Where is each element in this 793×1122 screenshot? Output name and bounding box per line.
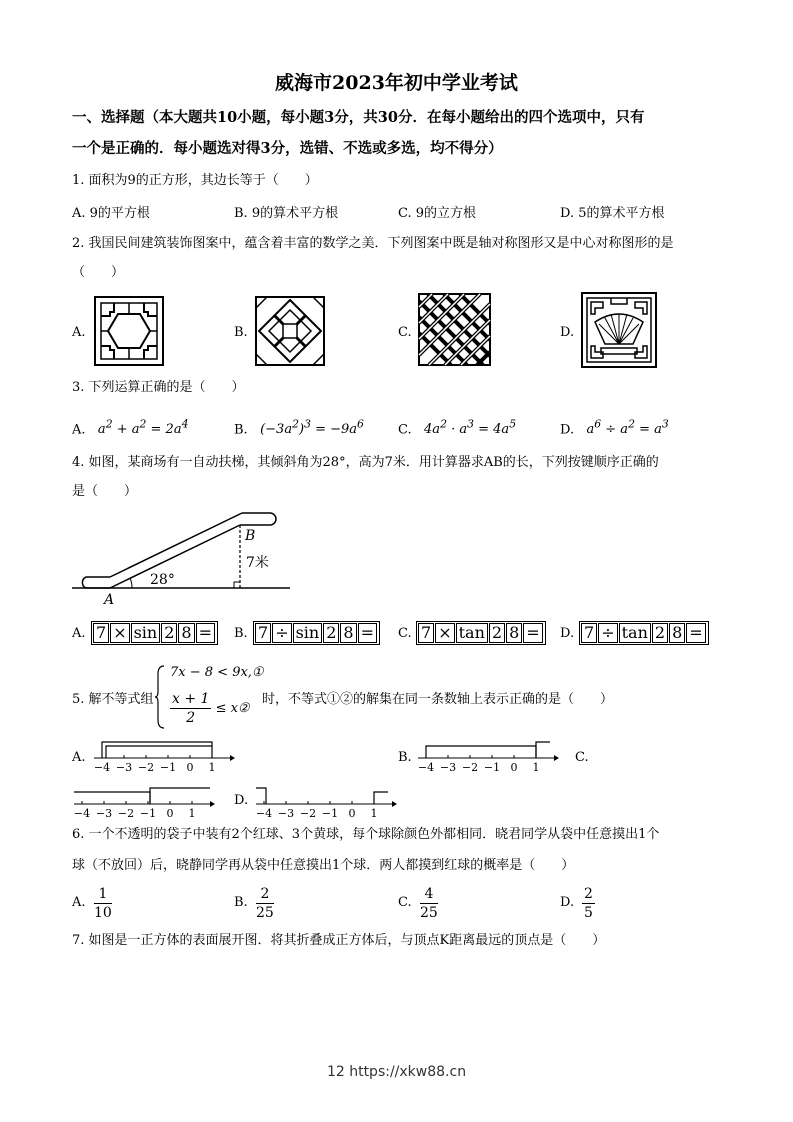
key: × (435, 623, 454, 643)
q2-pattern-a (94, 296, 164, 366)
key: ÷ (598, 623, 617, 643)
q5-label-b: B. (398, 750, 412, 765)
key: × (110, 623, 129, 643)
tick-label: −1 (483, 761, 501, 774)
key: 8 (506, 623, 522, 643)
q3-option-c: C. $4a^2 \cdot a^3 = 4a^5$ (398, 418, 517, 438)
tick-label: 1 (208, 761, 216, 774)
q7-stem: 7. 如图是一正方体的表面展开图．将其折叠成正方体后，与顶点K距离最远的顶点是（ ） (72, 933, 606, 948)
q4-stem-line1: 4. 如图，某商场有一自动扶梯，其倾斜角为28°，高为7米．用计算器求AB的长，下列按键顺序正确的 (72, 455, 659, 470)
q6-b-numerator: 2 (256, 885, 274, 904)
q4-keys-d (579, 621, 709, 645)
tick-label: 0 (510, 761, 518, 774)
key: sin (293, 623, 323, 643)
key: 2 (652, 623, 668, 643)
q3-label-d: D. (560, 422, 575, 438)
q4-angle-label: 28° (150, 572, 175, 588)
tick-label: −1 (159, 761, 177, 774)
key: = (686, 623, 705, 643)
key: = (196, 623, 215, 643)
q3-label-a: A. (72, 422, 86, 438)
q6-stem-line1: 6. 一个不透明的袋子中装有2个红球、3个黄球，每个球除颜色外都相同．晓君同学从袋中任意摸出1个 (72, 827, 660, 842)
q5-inequality-1: 7x − 8 < 9x,① (170, 665, 264, 680)
tick-label: −3 (115, 761, 133, 774)
tick-label: 1 (532, 761, 540, 774)
q5-ineq2-denominator: 2 (186, 710, 196, 726)
q6-stem-line2: 球（不放回）后，晓静同学再从袋中任意摸出1个球．两人都摸到红球的概率是（ ） (72, 858, 575, 873)
q4-point-b: B (245, 528, 256, 544)
q5-label-d: D. (234, 793, 249, 808)
tick-label: −2 (137, 761, 155, 774)
q6-option-b (256, 885, 274, 922)
q3-label-c: C. (398, 422, 412, 438)
q3-stem: 3. 下列运算正确的是（ ） (72, 380, 245, 395)
key: 7 (255, 623, 271, 643)
q4-label-d: D. (560, 626, 575, 641)
tick-label: 0 (348, 807, 356, 820)
key: tan (456, 623, 488, 643)
q6-option-a (94, 885, 112, 922)
q4-height-label: 7米 (246, 555, 269, 571)
key: 2 (489, 623, 505, 643)
q1-option-a: A. 9的平方根 (72, 206, 150, 221)
q5-inequality-2 (170, 690, 250, 727)
key: ÷ (272, 623, 291, 643)
page-title: 威海市2023年初中学业考试 (275, 72, 518, 94)
q1-stem: 1. 面积为9的正方形，其边长等于（ ） (72, 173, 318, 188)
q4-stem-line2: 是（ ） (72, 484, 138, 499)
q5-ineq2-numerator: x + 1 (172, 691, 210, 707)
q3-option-a: A. $a^2 + a^2 = 2a^4$ (72, 418, 189, 438)
key: = (523, 623, 542, 643)
q2-label-c: C. (398, 325, 412, 340)
q6-c-denominator: 25 (420, 905, 438, 921)
q1-option-c: C. 9的立方根 (398, 206, 477, 221)
q6-label-b: B. (234, 895, 248, 910)
key: 8 (178, 623, 194, 643)
q3-option-b: B. $(-3a^2)^3 = -9a^6$ (234, 418, 364, 438)
q2-stem-line1: 2. 我国民间建筑装饰图案中，蕴含着丰富的数学之美．下列图案中既是轴对称图形又是中心对称图形的是 (72, 236, 674, 251)
q2-pattern-c (418, 293, 491, 366)
q4-keys-a (91, 621, 218, 645)
tick-label: −2 (117, 807, 135, 820)
q4-label-b: B. (234, 626, 248, 641)
tick-label: −2 (461, 761, 479, 774)
q2-pattern-b (255, 296, 325, 366)
key: = (358, 623, 377, 643)
q5-suffix: 时，不等式①②的解集在同一条数轴上表示正确的是（ ） (262, 692, 614, 707)
tick-label: −2 (299, 807, 317, 820)
page-footer: 12 https://xkw88.cn (326, 1064, 467, 1080)
q2-label-d: D. (560, 325, 575, 340)
q5-numberline-a (90, 738, 235, 774)
tick-label: −3 (277, 807, 295, 820)
key: 8 (340, 623, 356, 643)
q6-b-denominator: 25 (256, 905, 274, 921)
q5-numberline-b (414, 738, 559, 774)
q2-label-b: B. (234, 325, 248, 340)
q5-numberline-c (70, 784, 215, 820)
tick-label: −1 (321, 807, 339, 820)
key: 2 (323, 623, 339, 643)
q5-label-a: A. (72, 750, 86, 765)
tick-label: −4 (417, 761, 435, 774)
q5-prefix: 5. 解不等式组 (72, 692, 154, 707)
key: sin (131, 623, 161, 643)
key: 7 (418, 623, 434, 643)
tick-label: 0 (186, 761, 194, 774)
q6-option-c (420, 885, 438, 922)
section-heading-line1: 一、选择题（本大题共10小题，每小题3分，共30分．在每小题给出的四个选项中，只有 (72, 109, 645, 126)
key: tan (619, 623, 651, 643)
key: 8 (669, 623, 685, 643)
key: 7 (93, 623, 109, 643)
q6-label-a: A. (72, 895, 86, 910)
q5-ineq2-rest: ≤ x② (215, 701, 250, 716)
section-heading-line2: 一个是正确的．每小题选对得3分，选错、不选或多选，均不得分） (72, 140, 503, 157)
q6-d-denominator: 5 (584, 905, 593, 921)
q5-brace (154, 664, 166, 730)
q6-option-d (582, 885, 595, 922)
q6-label-c: C. (398, 895, 412, 910)
q1-option-d: D. 5的算术平方根 (560, 206, 665, 221)
q4-keys-b (253, 621, 380, 645)
tick-label: −3 (439, 761, 457, 774)
q4-point-a: A (104, 592, 115, 607)
tick-label: −4 (255, 807, 273, 820)
tick-label: −4 (73, 807, 91, 820)
q2-stem-line2: （ ） (72, 265, 125, 280)
tick-label: −1 (139, 807, 157, 820)
q4-escalator-figure (70, 505, 300, 607)
tick-label: −4 (93, 761, 111, 774)
q5-label-c: C. (575, 750, 589, 765)
tick-label: −3 (95, 807, 113, 820)
q6-a-denominator: 10 (94, 905, 112, 921)
q6-d-numerator: 2 (584, 886, 593, 902)
q2-label-a: A. (72, 325, 86, 340)
q4-keys-c (416, 621, 546, 645)
q3-option-d: D. $a^6 \div a^2 = a^3$ (560, 418, 669, 438)
q6-label-d: D. (560, 895, 575, 910)
tick-label: 1 (188, 807, 196, 820)
key: 2 (161, 623, 177, 643)
q6-c-numerator: 4 (420, 885, 438, 904)
q1-option-b: B. 9的算术平方根 (234, 206, 339, 221)
q6-a-numerator: 1 (94, 885, 112, 904)
key: 7 (581, 623, 597, 643)
q5-numberline-d (252, 784, 397, 820)
q3-label-b: B. (234, 422, 248, 438)
tick-label: 1 (370, 807, 378, 820)
q4-label-a: A. (72, 626, 86, 641)
q2-pattern-d (581, 292, 657, 368)
tick-label: 0 (166, 807, 174, 820)
q4-label-c: C. (398, 626, 412, 641)
